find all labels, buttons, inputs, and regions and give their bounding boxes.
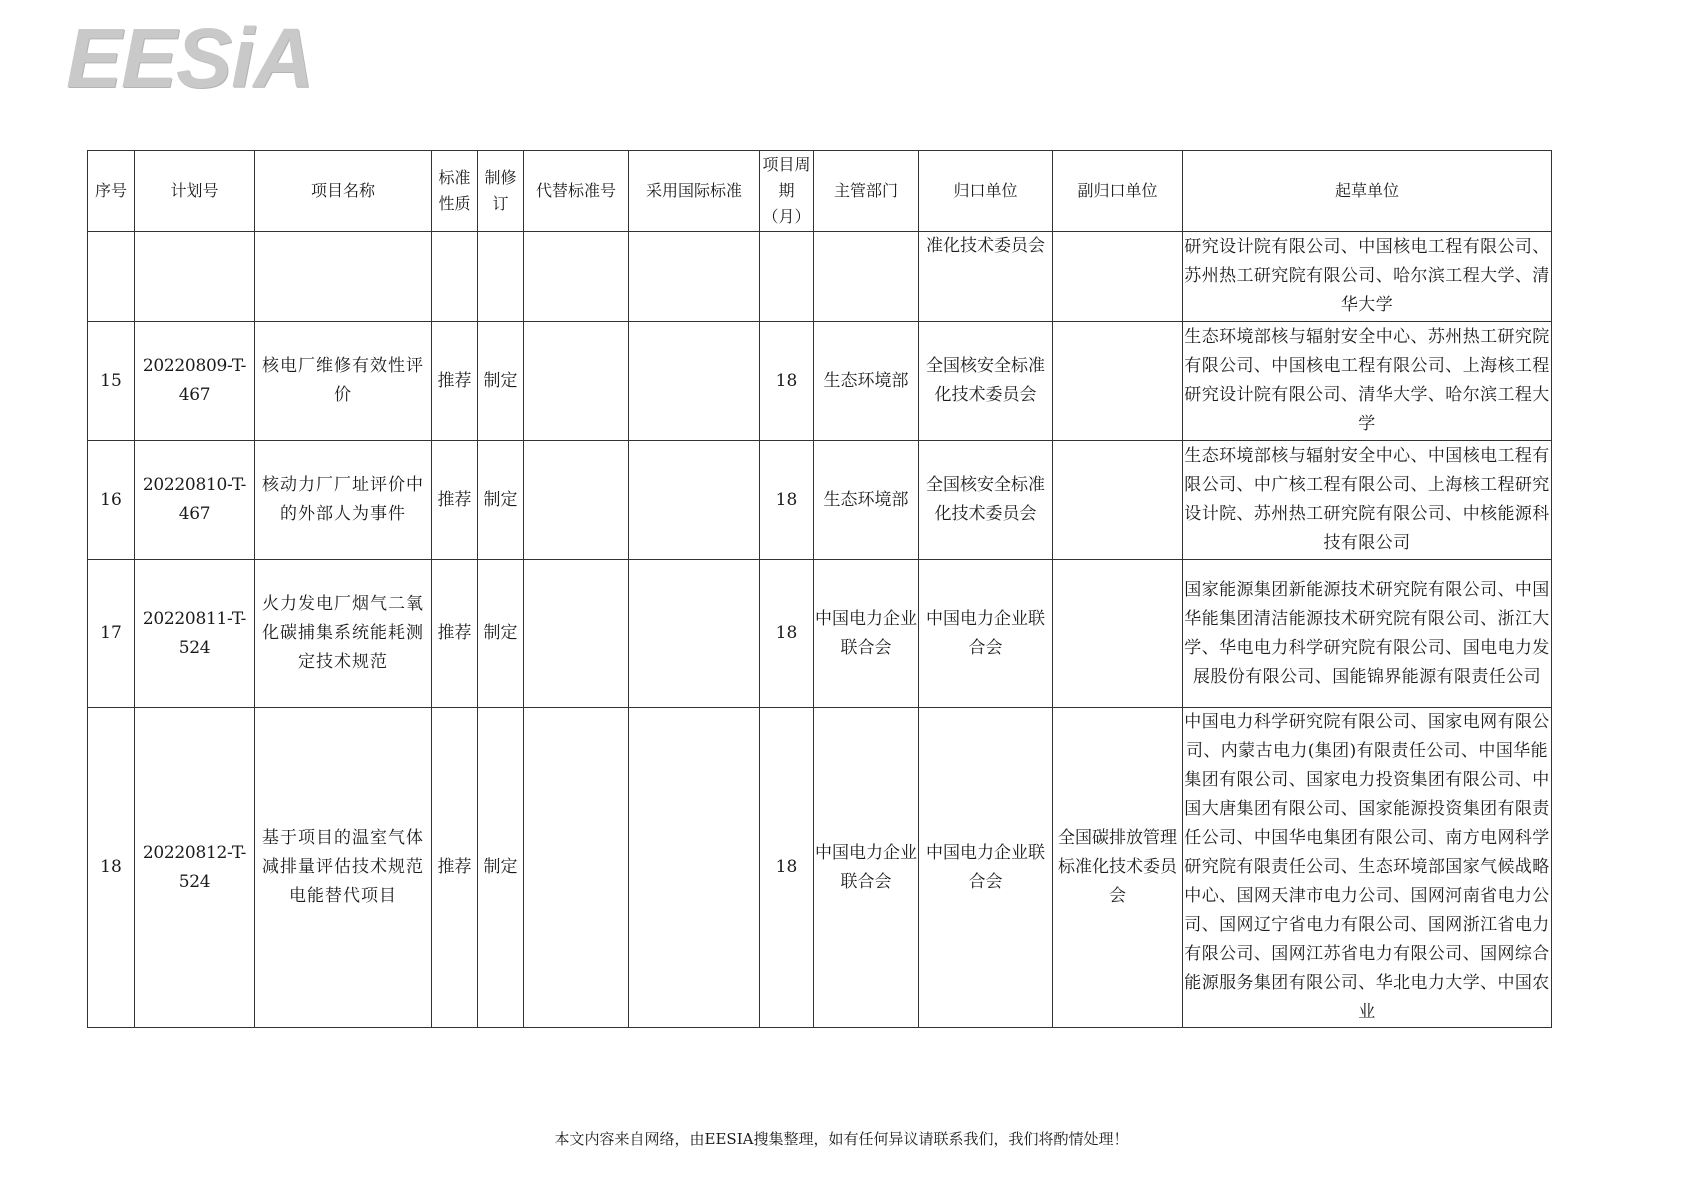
cell-revision bbox=[478, 232, 524, 322]
cell-replaced-std bbox=[524, 232, 629, 322]
cell-period bbox=[760, 232, 814, 322]
cell-sub-tc bbox=[1053, 232, 1183, 322]
header-replaced-std: 代替标准号 bbox=[524, 151, 629, 232]
cell-period: 18 bbox=[760, 441, 814, 560]
cell-intl-std bbox=[629, 232, 760, 322]
cell-tc: 全国核安全标准化技术委员会 bbox=[919, 441, 1053, 560]
table-row bbox=[88, 232, 1552, 322]
cell-project-name: 核动力厂厂址评价中的外部人为事件 bbox=[255, 441, 432, 560]
footer-disclaimer: 本文内容来自网络，由EESIA搜集整理，如有任何异议请联系我们，我们将酌情处理！ bbox=[554, 1130, 1129, 1148]
cell-sub-tc: 全国碳排放管理标准化技术委员会 bbox=[1053, 708, 1183, 1028]
table-row bbox=[88, 560, 1552, 708]
cell-dept: 中国电力企业联合会 bbox=[814, 560, 919, 708]
cell-nature: 推荐 bbox=[432, 560, 478, 708]
cell-nature: 推荐 bbox=[432, 708, 478, 1028]
cell-plan-no bbox=[135, 232, 255, 322]
cell-sub-tc bbox=[1053, 441, 1183, 560]
cell-period: 18 bbox=[760, 708, 814, 1028]
cell-dept: 生态环境部 bbox=[814, 441, 919, 560]
header-period: 项目周期（月） bbox=[760, 151, 814, 232]
header-dept: 主管部门 bbox=[814, 151, 919, 232]
header-drafter: 起草单位 bbox=[1183, 151, 1552, 232]
cell-nature bbox=[432, 232, 478, 322]
cell-seq bbox=[88, 232, 135, 322]
standards-plan-table bbox=[87, 150, 1552, 1028]
header-project-name: 项目名称 bbox=[255, 151, 432, 232]
cell-intl-std bbox=[629, 441, 760, 560]
cell-plan-no: 20220811-T-524 bbox=[135, 560, 255, 708]
cell-project-name: 核电厂维修有效性评价 bbox=[255, 322, 432, 441]
cell-revision: 制定 bbox=[478, 708, 524, 1028]
cell-seq: 15 bbox=[88, 322, 135, 441]
header-sub-tc: 副归口单位 bbox=[1053, 151, 1183, 232]
cell-drafter: 研究设计院有限公司、中国核电工程有限公司、苏州热工研究院有限公司、哈尔滨工程大学、清华大学 bbox=[1183, 232, 1552, 322]
cell-project-name: 火力发电厂烟气二氧化碳捕集系统能耗测定技术规范 bbox=[255, 560, 432, 708]
cell-tc: 准化技术委员会 bbox=[919, 232, 1053, 322]
cell-plan-no: 20220812-T-524 bbox=[135, 708, 255, 1028]
cell-dept bbox=[814, 232, 919, 322]
cell-replaced-std bbox=[524, 322, 629, 441]
cell-drafter: 中国电力科学研究院有限公司、国家电网有限公司、内蒙古电力(集团)有限责任公司、中国华能集团有限公司、国家电力投资集团有限公司、中国大唐集团有限公司、国家能源投资集团有限责任公司、中国华电集团有限公司、南方电网科学研究院有限责任公司、生态环境部国家气候战略中心、国网天津市电力公司、国网河南省电力公司、国网辽宁省电力有限公司、国网浙江省电力有限公司、国网江苏省电力有限公司、国网综合能源服务集团有限公司、华北电力大学、中国农业 bbox=[1183, 708, 1552, 1028]
header-revision: 制修订 bbox=[478, 151, 524, 232]
cell-plan-no: 20220809-T-467 bbox=[135, 322, 255, 441]
cell-intl-std bbox=[629, 560, 760, 708]
cell-drafter: 国家能源集团新能源技术研究院有限公司、中国华能集团清洁能源技术研究院有限公司、浙江大学、华电电力科学研究院有限公司、国电电力发展股份有限公司、国能锦界能源有限责任公司 bbox=[1183, 560, 1552, 708]
cell-nature: 推荐 bbox=[432, 322, 478, 441]
table-row bbox=[88, 441, 1552, 560]
cell-replaced-std bbox=[524, 441, 629, 560]
cell-replaced-std bbox=[524, 560, 629, 708]
header-plan-no: 计划号 bbox=[135, 151, 255, 232]
header-intl-std: 采用国际标准 bbox=[629, 151, 760, 232]
cell-project-name bbox=[255, 232, 432, 322]
table-header-row bbox=[88, 151, 1552, 232]
cell-revision: 制定 bbox=[478, 560, 524, 708]
eesia-logo: EESiA bbox=[66, 11, 314, 105]
cell-tc: 中国电力企业联合会 bbox=[919, 708, 1053, 1028]
cell-period: 18 bbox=[760, 560, 814, 708]
cell-sub-tc bbox=[1053, 560, 1183, 708]
cell-period: 18 bbox=[760, 322, 814, 441]
header-nature: 标准性质 bbox=[432, 151, 478, 232]
cell-sub-tc bbox=[1053, 322, 1183, 441]
cell-dept: 生态环境部 bbox=[814, 322, 919, 441]
table-row bbox=[88, 708, 1552, 1028]
cell-seq: 18 bbox=[88, 708, 135, 1028]
cell-dept: 中国电力企业联合会 bbox=[814, 708, 919, 1028]
cell-revision: 制定 bbox=[478, 322, 524, 441]
cell-seq: 16 bbox=[88, 441, 135, 560]
table-row bbox=[88, 322, 1552, 441]
cell-intl-std bbox=[629, 708, 760, 1028]
cell-tc: 中国电力企业联合会 bbox=[919, 560, 1053, 708]
cell-drafter: 生态环境部核与辐射安全中心、中国核电工程有限公司、中广核工程有限公司、上海核工程研究设计院、苏州热工研究院有限公司、中核能源科技有限公司 bbox=[1183, 441, 1552, 560]
cell-intl-std bbox=[629, 322, 760, 441]
cell-nature: 推荐 bbox=[432, 441, 478, 560]
cell-plan-no: 20220810-T-467 bbox=[135, 441, 255, 560]
cell-revision: 制定 bbox=[478, 441, 524, 560]
header-tc: 归口单位 bbox=[919, 151, 1053, 232]
cell-tc: 全国核安全标准化技术委员会 bbox=[919, 322, 1053, 441]
cell-drafter: 生态环境部核与辐射安全中心、苏州热工研究院有限公司、中国核电工程有限公司、上海核工程研究设计院有限公司、清华大学、哈尔滨工程大学 bbox=[1183, 322, 1552, 441]
cell-replaced-std bbox=[524, 708, 629, 1028]
cell-project-name: 基于项目的温室气体减排量评估技术规范电能替代项目 bbox=[255, 708, 432, 1028]
header-seq: 序号 bbox=[88, 151, 135, 232]
cell-seq: 17 bbox=[88, 560, 135, 708]
